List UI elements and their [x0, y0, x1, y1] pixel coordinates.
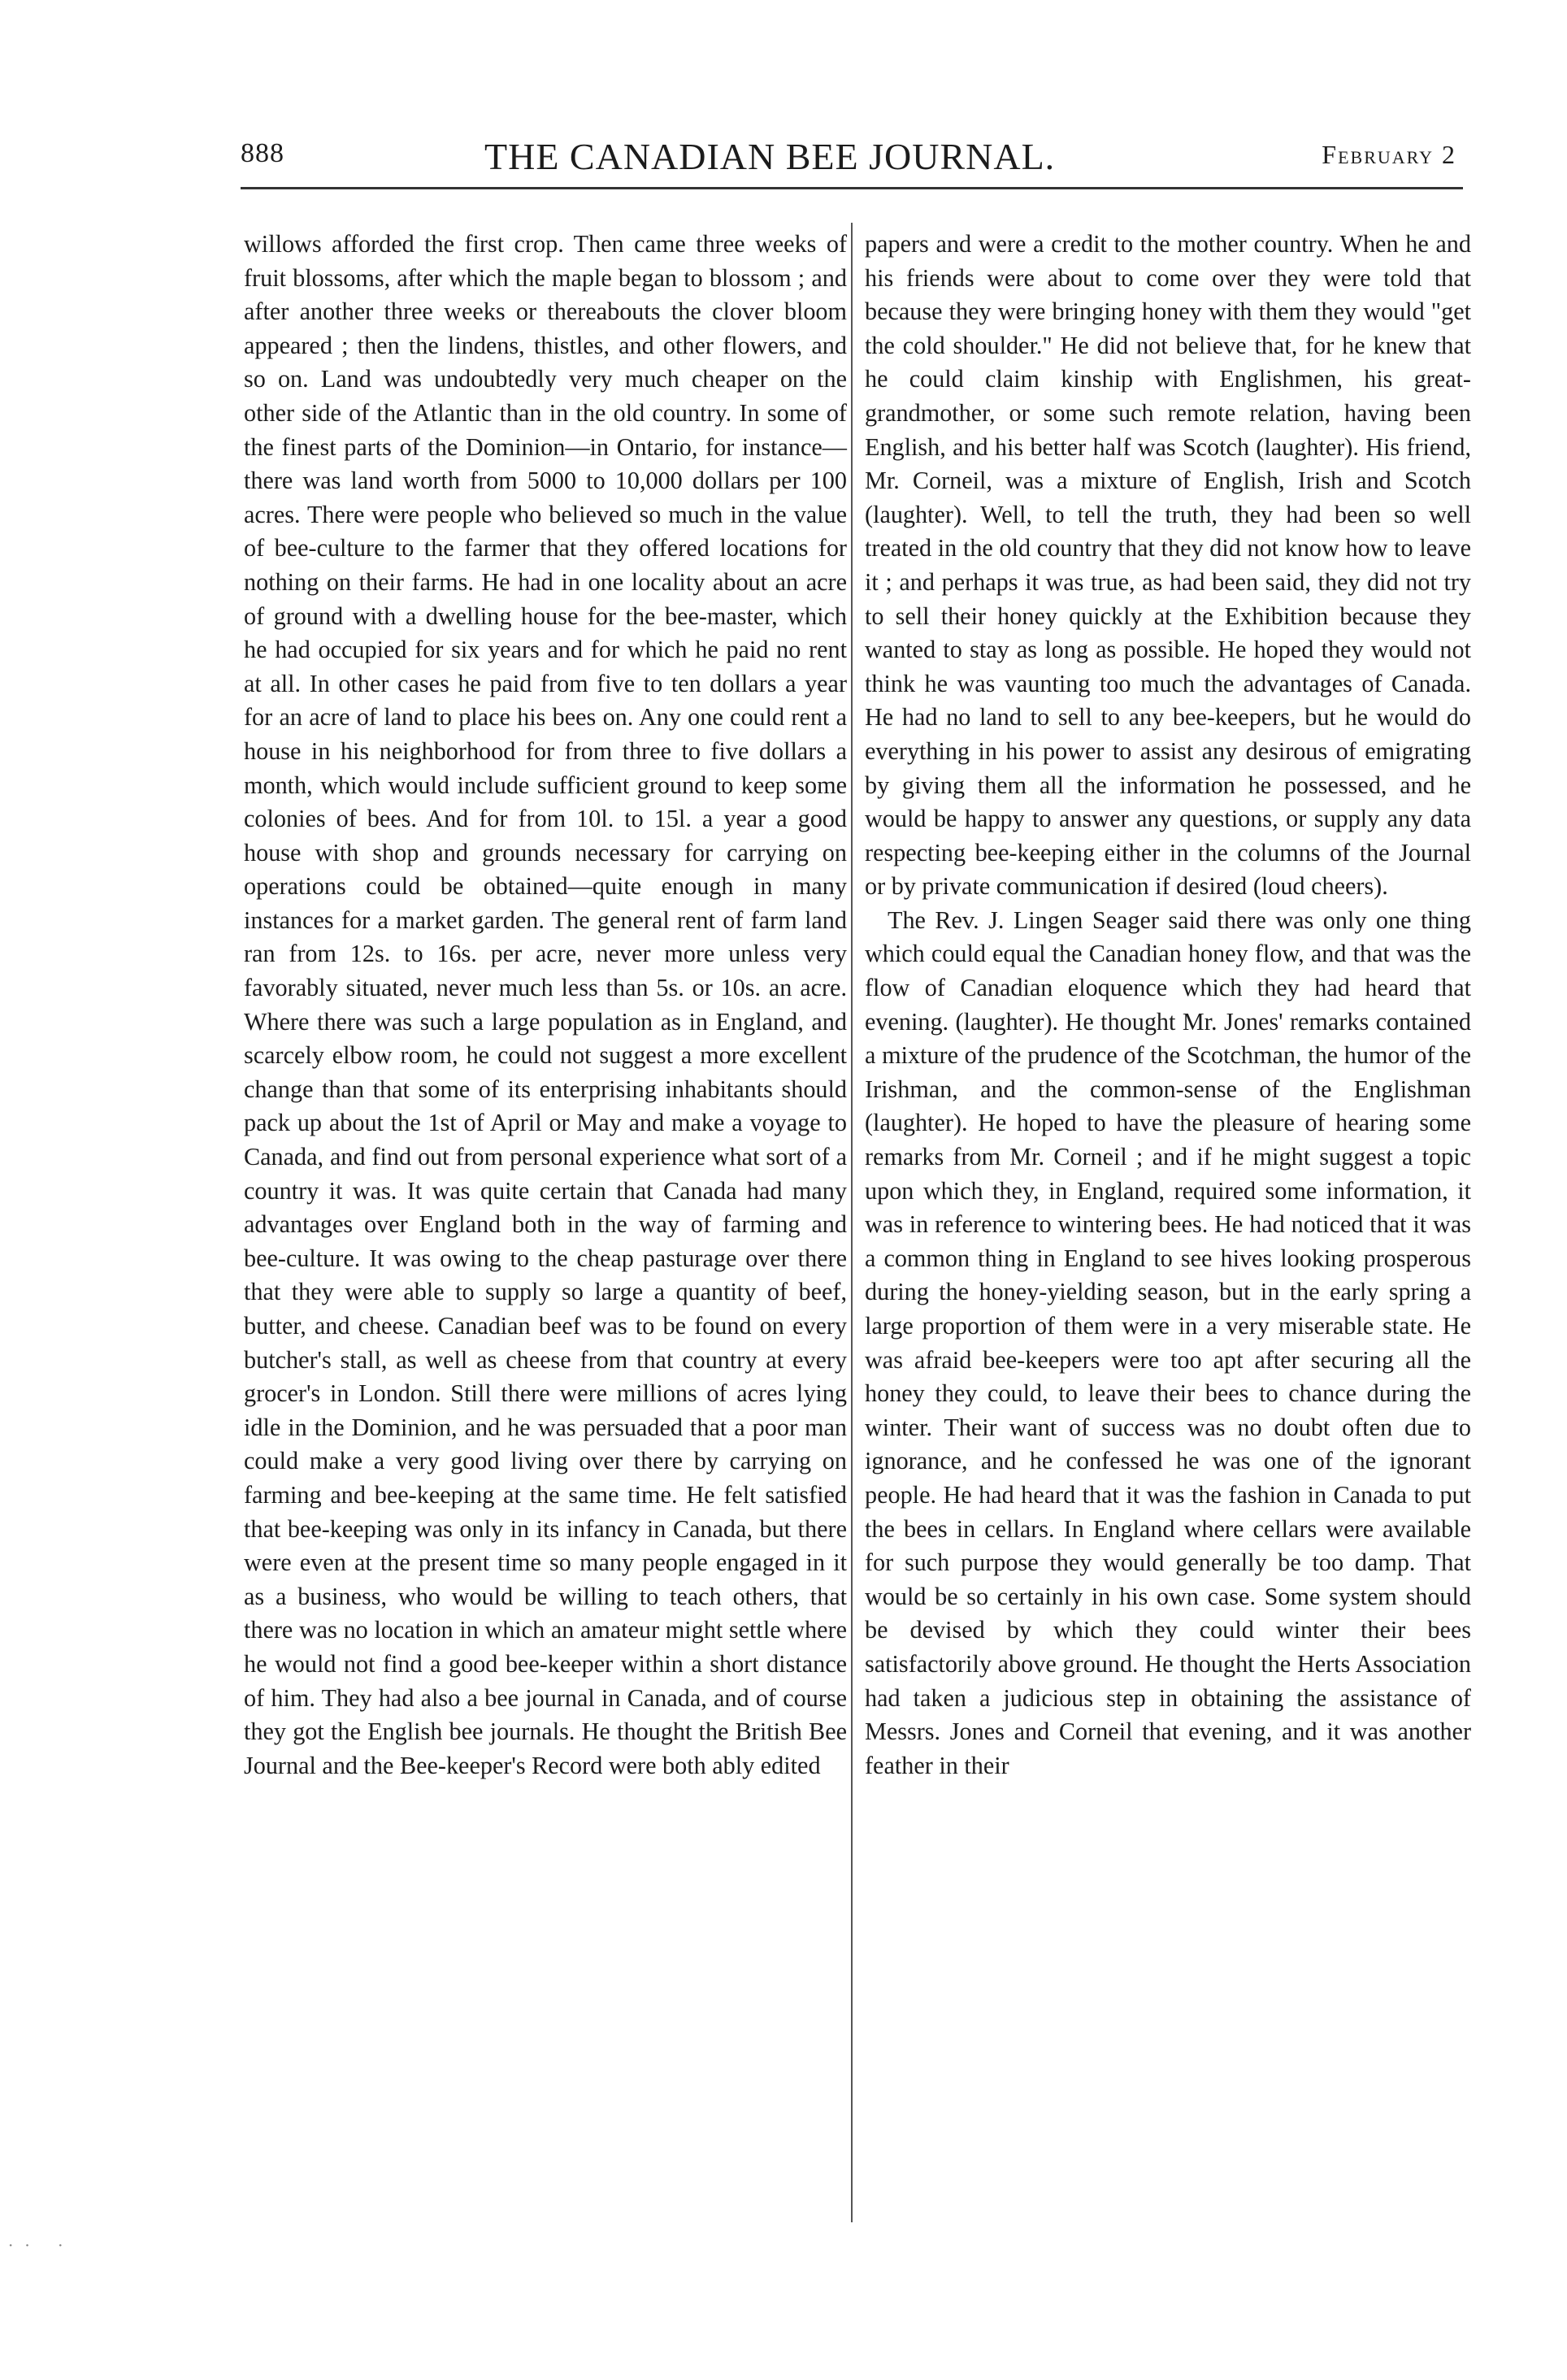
issue-date: February 2 — [1322, 140, 1456, 169]
journal-title: THE CANADIAN BEE JOURNAL. — [484, 136, 1056, 177]
left-column — [244, 228, 847, 1783]
right-paragraph: The Rev. J. Lingen Seager said there was only one thing which could equal the Canadian honey flow, and that was the flow of Canadian eloquence which they had heard that evening. (laughter). He thought Mr. Jones' remarks contained a mixture of the prudence of the Scotchman, the humor of the Irishman, and the common-sense of the Englishman (laughter). He hoped to have the pleasure of hearing some remarks from Mr. Corneil ; and if he might suggest a topic upon which they, in England, required some information, it was in reference to wintering bees. He had noticed that it was a common thing in England to see hives looking prosperous during the honey-yielding season, but in the early spring a large proportion of them were in a very miserable state. He was afraid bee-keepers were too apt after securing all the honey they could, to leave their bees to chance during the winter. Their want of success was no doubt often due to ignorance, and he confessed he was one of the ignorant people. He had heard that it was the fashion in Canada to put the bees in cellars. In England where cellars were available for such purpose they would generally be too damp. That would be so certainly in his own case. Some system should be devised by which they could winter their bees satisfactorily above ground. He thought the Herts Association had taken a judicious step in obtaining the assistance of Messrs. Jones and Corneil that evening, and it was another feather in their — [865, 906, 1471, 1779]
right-column — [865, 228, 1471, 1783]
left-paragraph: willows afforded the first crop. Then came three weeks of fruit blossoms, after which the maple began to blossom ; and after another three weeks or thereabouts the clover bloom appeared ; then the lindens, thistles, and other flowers, and so on. Land was undoubtedly very much cheaper on the other side of the Atlantic than in the old country. In some of the finest parts of the Dominion—in Ontario, for instance—there was land worth from 5000 to 10,000 dollars per 100 acres. There were people who believed so much in the value of bee-culture to the farmer that they offered locations for nothing on their farms. He had in one locality about an acre of ground with a dwelling house for the bee-master, which he had occupied for six years and for which he paid no rent at all. In other cases he paid from five to ten dollars a year for an acre of land to place his bees on. Any one could rent a house in his neighborhood for from three to five dollars a month, which would include sufficient ground to keep some colonies of bees. And for from 10l. to 15l. a year a good house with shop and grounds necessary for carrying on operations could be obtained—quite enough in many instances for a market garden. The general rent of farm land ran from 12s. to 16s. per acre, never more unless very favorably situated, never much less than 5s. or 10s. an acre. Where there was such a large population as in England, and scarcely elbow room, he could not suggest a more excellent change than that some of its enterprising inhabitants should pack up about the 1st of April or May and make a voyage to Canada, and find out from personal experience what sort of a country it was. It was quite certain that Canada had many advantages over England both in the way of farming and bee-culture. It was owing to the cheap pasturage over there that they were able to supply so large a quantity of beef, butter, and cheese. Canadian beef was to be found on every butcher's stall, as well as cheese from that country at every grocer's in London. Still there were millions of acres lying idle in the Dominion, and he was persuaded that a poor man could make a very good living over there by carrying on farming and bee-keeping at the same time. He felt satisfied that bee-keeping was only in its infancy in Canada, but there were even at the present time so many people engaged in it as a business, who would be willing to teach others, that there was no location in which an amateur might settle where he would not find a good bee-keeper within a short distance of him. They had also a bee journal in Canada, and of course they got the English bee journals. He thought the British Bee Journal and the Bee-keeper's Record were both ably edited — [244, 230, 847, 1779]
page-number: 888 — [241, 138, 284, 168]
page-header — [241, 138, 1463, 187]
right-paragraph: papers and were a credit to the mother country. When he and his friends were about to come over they were told that because they were bringing honey with them they would "get the cold shoulder." He did not believe that, for he knew that he could claim kinship with Englishmen, his great-grandmother, or some such remote relation, having been English, and his better half was Scotch (laughter). His friend, Mr. Corneil, was a mixture of English, Irish and Scotch (laughter). Well, to tell the truth, they had been so well treated in the old country that they did not know how to leave it ; and perhaps it was true, as had been said, they did not try to sell their honey quickly at the Exhibition because they wanted to stay as long as possible. He hoped they would not think he was vaunting too much the advantages of Canada. He had no land to sell to any bee-keepers, but he would do everything in his power to assist any desirous of emigrating by giving them all the information he possessed, and he would be happy to answer any questions, or supply any data respecting bee-keeping either in the columns of the Journal or by private communication if desired (loud cheers). — [865, 230, 1471, 901]
header-rule — [241, 187, 1463, 189]
column-divider — [851, 223, 853, 2222]
scan-specks: ·· · — [8, 2235, 75, 2255]
